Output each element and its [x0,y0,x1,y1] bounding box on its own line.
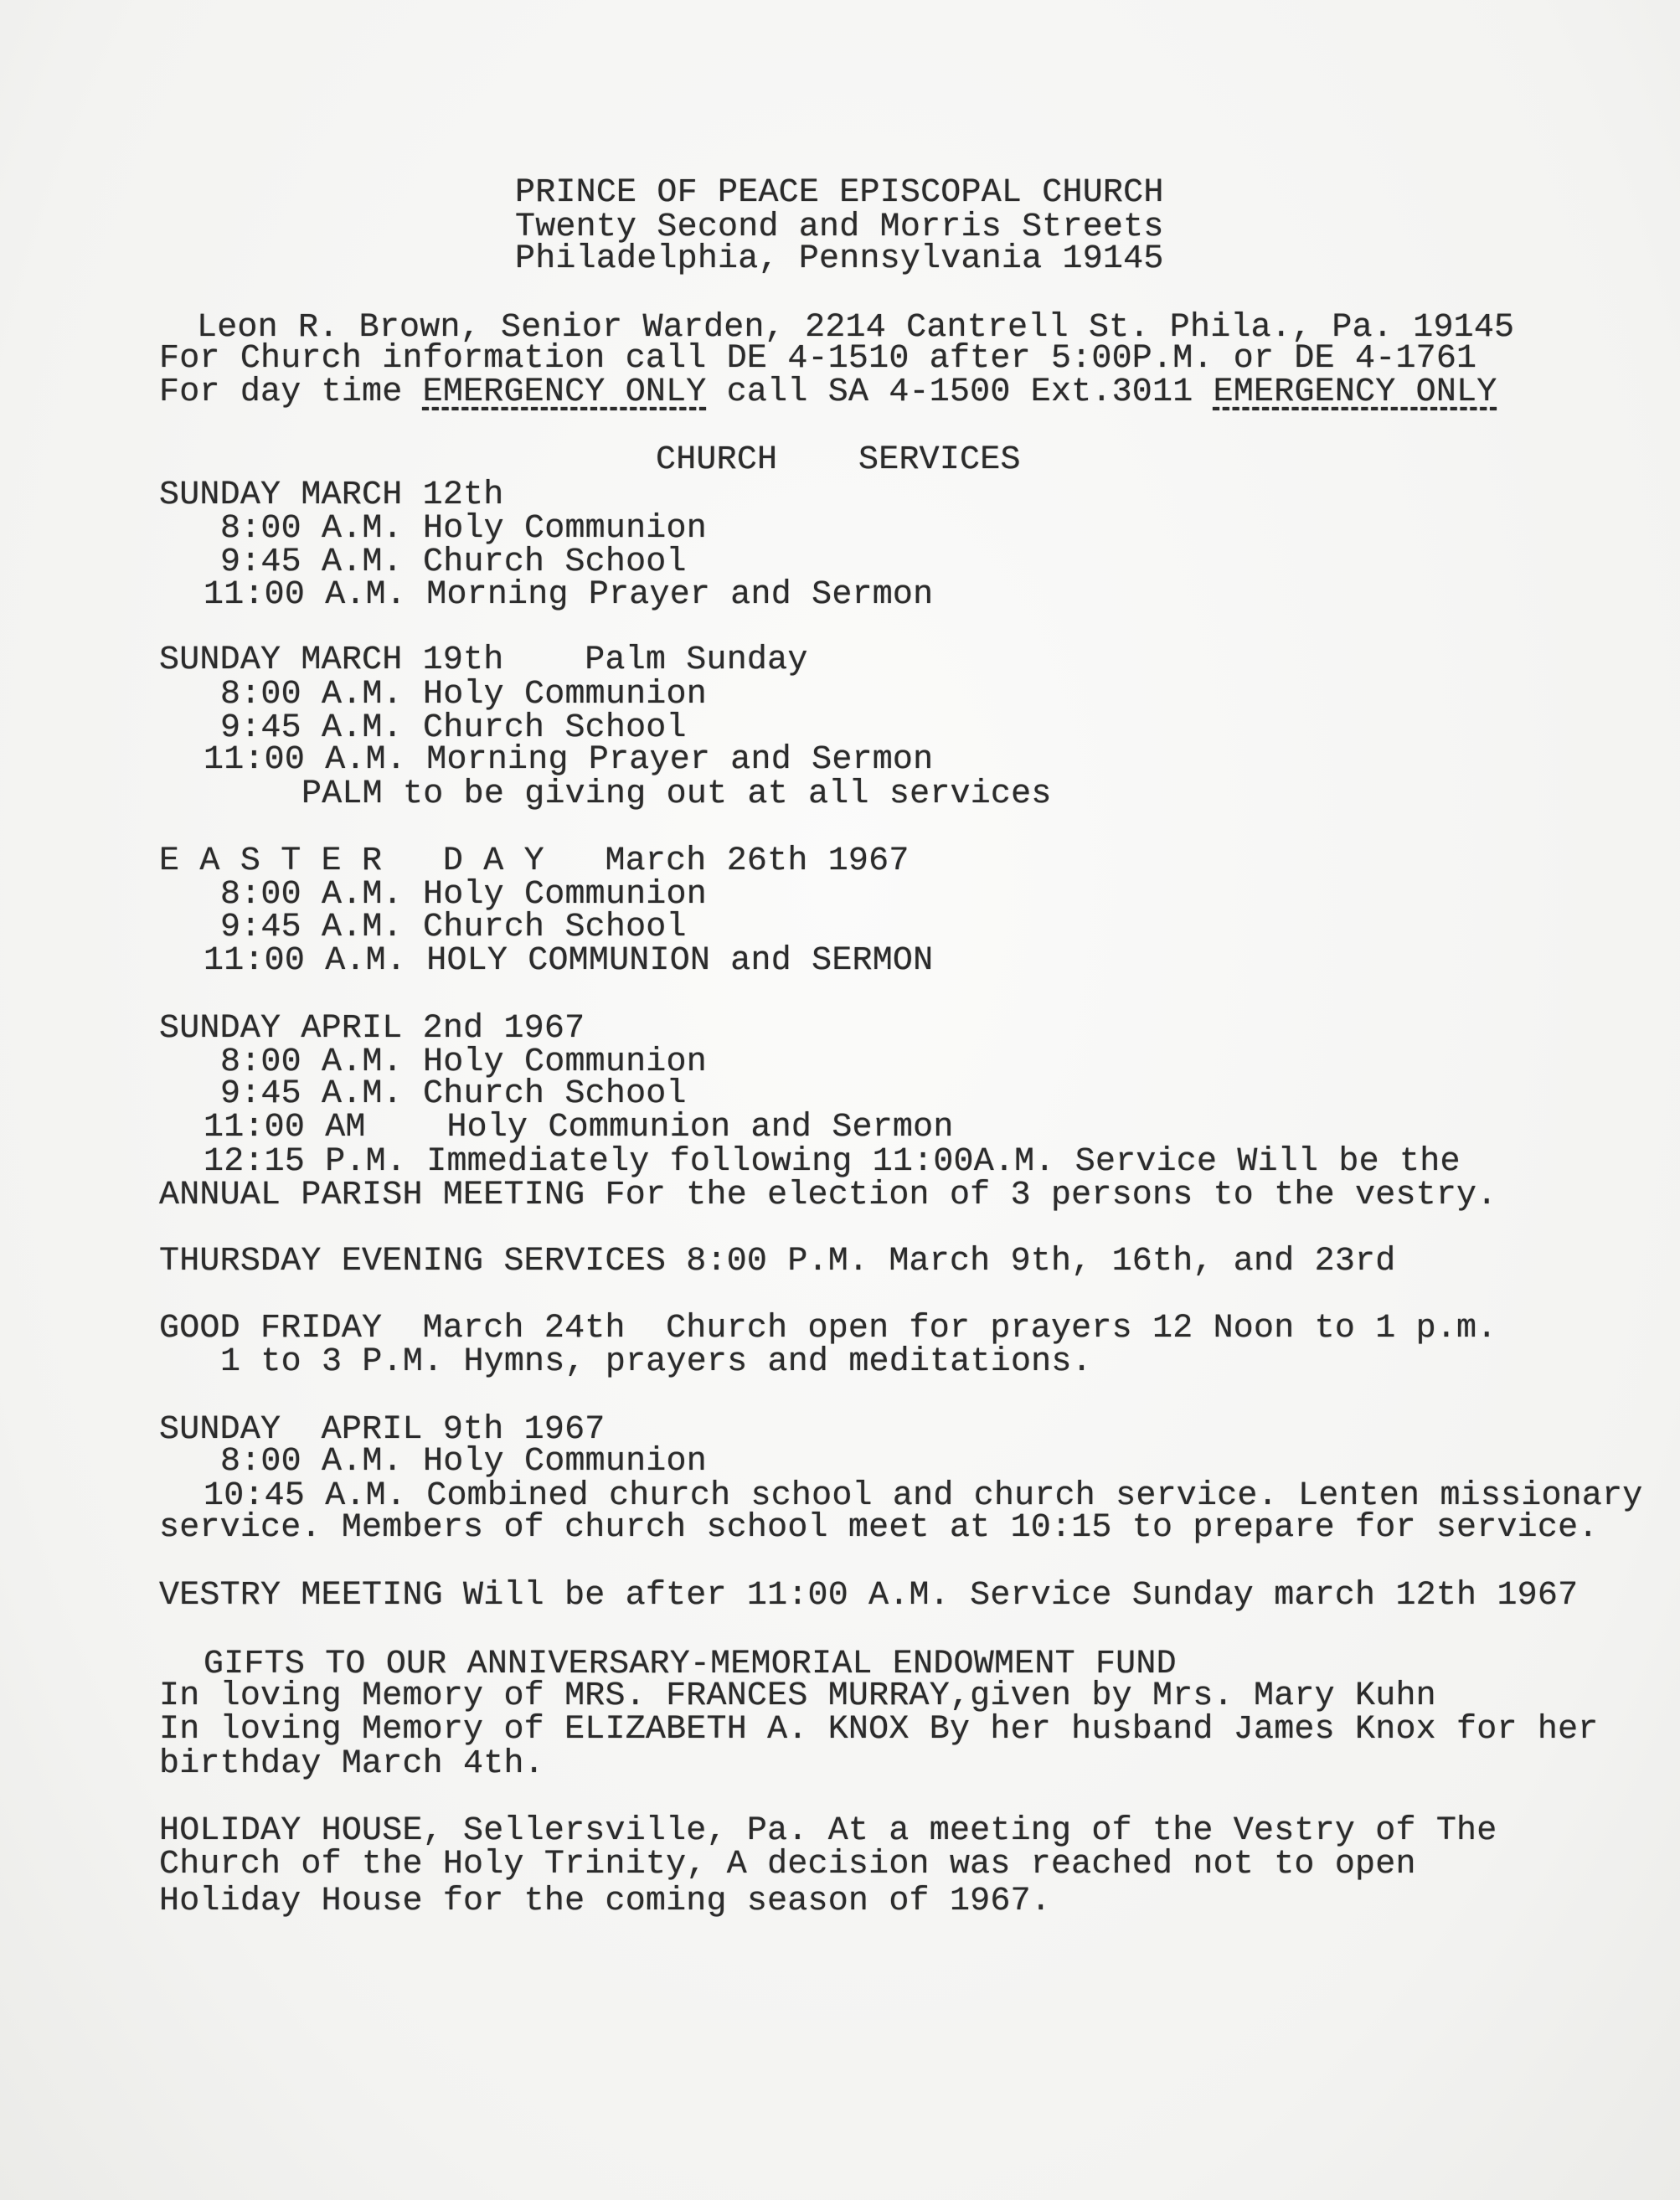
section-heading: SUNDAY APRIL 2nd 1967 [159,1010,585,1048]
service-line: 9:45 A.M. Church School [220,544,687,581]
emergency-label: EMERGENCY ONLY [1213,374,1497,411]
info-line: For Church information call DE 4-1510 after 5:00P.M. or DE 4-1761 [159,340,1477,378]
church-address: Twenty Second and Morris Streets [515,209,1164,246]
service-line: ANNUAL PARISH MEETING For the election of 3 persons to the vestry. [159,1177,1497,1214]
service-line: 9:45 A.M. Church School [220,909,687,946]
service-line: 9:45 A.M. Church School [220,1075,687,1113]
section-heading: GIFTS TO OUR ANNIVERSARY-MEMORIAL ENDOWMENT FUND [204,1646,1177,1683]
section-heading: SUNDAY APRIL 9th 1967 [159,1411,606,1449]
emergency-mid: call SA 4-1500 Ext.3011 [706,374,1214,411]
section-heading: VESTRY MEETING Will be after 11:00 A.M. Service Sunday march 12th 1967 [159,1577,1579,1615]
service-line: 8:00 A.M. Holy Communion [220,510,707,548]
warden-line: Leon R. Brown, Senior Warden, 2214 Cantrell St. Phila., Pa. 19145 [197,309,1515,347]
services-heading: CHURCH SERVICES [656,441,1021,479]
service-line: 11:00 A.M. HOLY COMMUNION and SERMON [204,942,934,980]
notice-line: Church of the Holy Trinity, A decision was reached not to open [159,1846,1416,1883]
service-line: 8:00 A.M. Holy Communion [220,1443,707,1481]
church-city: Philadelphia, Pennsylvania 19145 [515,240,1164,278]
section-heading: E A S T E R D A Y March 26th 1967 [159,842,910,880]
gift-line: birthday March 4th. [159,1745,544,1783]
service-note: PALM to be giving out at all services [301,775,1052,813]
service-line: 10:45 A.M. Combined church school and church service. Lenten missionary [204,1477,1643,1515]
service-line: 8:00 A.M. Holy Communion [220,1043,707,1081]
gift-line: In loving Memory of ELIZABETH A. KNOX By her husband James Knox for her [159,1711,1599,1749]
service-line: 11:00 AM Holy Communion and Sermon [204,1109,954,1146]
section-heading: GOOD FRIDAY March 24th Church open for prayers 12 Noon to 1 p.m. [159,1310,1497,1347]
notice-line: Holiday House for the coming season of 1967. [159,1883,1051,1920]
service-line: 8:00 A.M. Holy Communion [220,876,707,914]
service-line: 1 to 3 P.M. Hymns, prayers and meditations. [220,1343,1092,1381]
emergency-line [159,376,1497,410]
service-line: 11:00 A.M. Morning Prayer and Sermon [204,741,934,779]
section-heading: SUNDAY MARCH 12th [159,477,504,514]
section-heading: HOLIDAY HOUSE, Sellersville, Pa. At a meeting of the Vestry of The [159,1812,1497,1850]
service-line: 11:00 A.M. Morning Prayer and Sermon [204,576,934,614]
service-line: service. Members of church school meet at 10:15 to prepare for service. [159,1509,1599,1547]
section-heading: THURSDAY EVENING SERVICES 8:00 P.M. March 9th, 16th, and 23rd [159,1243,1396,1280]
section-heading: SUNDAY MARCH 19th Palm Sunday [159,641,808,679]
gift-line: In loving Memory of MRS. FRANCES MURRAY,given by Mrs. Mary Kuhn [159,1677,1436,1715]
service-line: 9:45 A.M. Church School [220,709,687,747]
church-name: PRINCE OF PEACE EPISCOPAL CHURCH [515,174,1164,212]
emergency-label: EMERGENCY ONLY [422,374,707,411]
service-line: 12:15 P.M. Immediately following 11:00A.M. Service Will be the [204,1143,1461,1181]
service-line: 8:00 A.M. Holy Communion [220,676,707,714]
emergency-pre: For day time [159,374,423,411]
